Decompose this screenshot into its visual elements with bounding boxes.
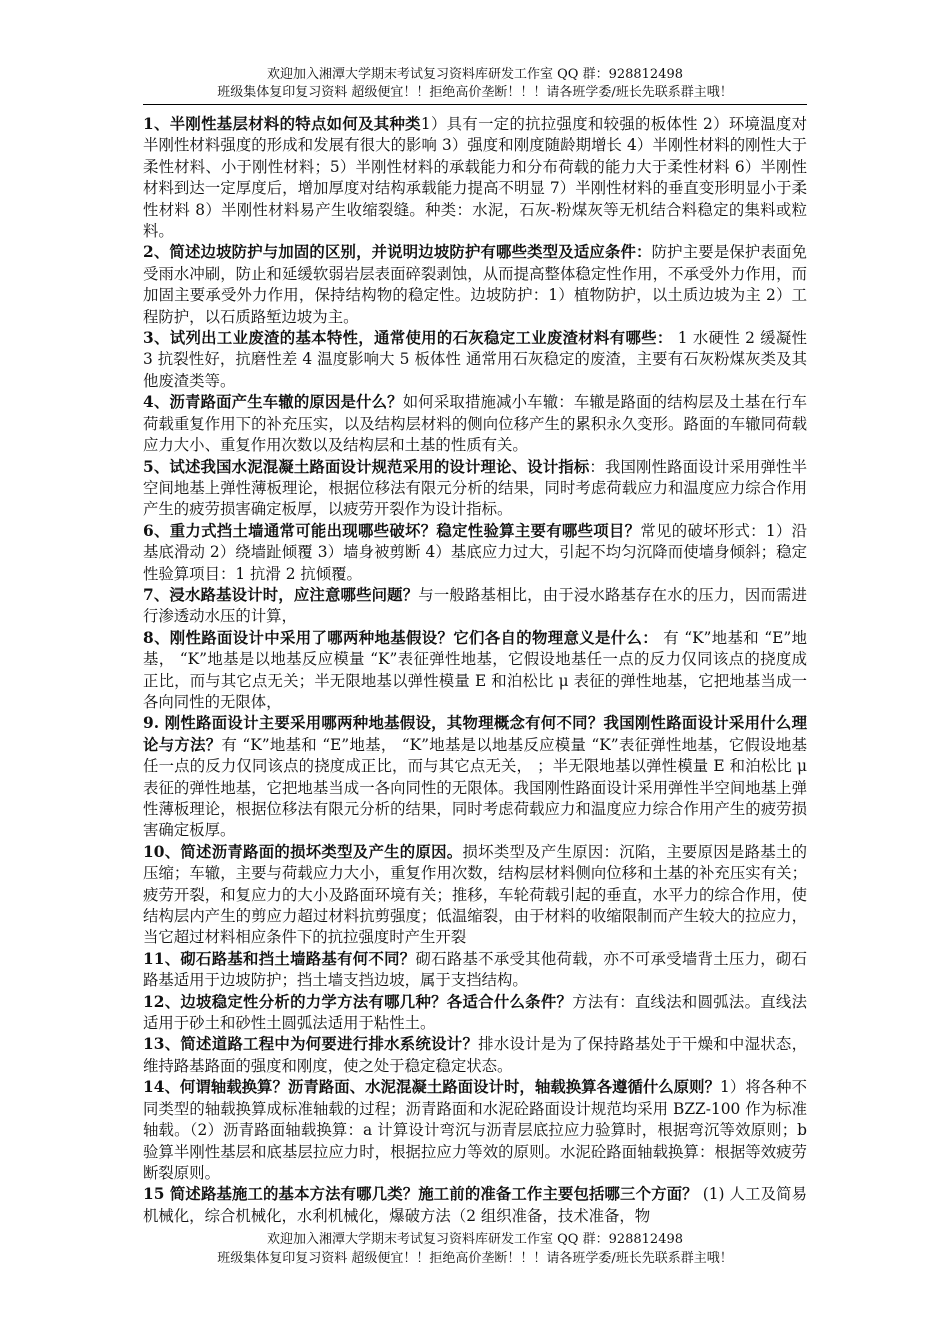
qa-item-7 xyxy=(143,585,807,628)
question: 15 简述路基施工的基本方法有哪几类？施工前的准备工作主要包括哪三个方面？ xyxy=(143,1185,698,1204)
header-line-1: 欢迎加入湘潭大学期末考试复习资料库研发工作室 QQ 群：928812498 xyxy=(266,67,684,82)
answer: 1 水硬性 2 缓凝性 3 抗裂性好，抗磨性差 4 温度影响大 5 板体性 通常用石灰稳定的废渣，主要有石灰粉煤灰类及其他废渣类等。 xyxy=(143,329,807,390)
question: 3、试列出工业废渣的基本特性，通常使用的石灰稳定工业废渣材料有哪些： xyxy=(143,329,673,348)
answer: 防护主要是保护表面免受雨水冲刷，防止和延缓软弱岩层表面碎裂剥蚀，从而提高整体稳定性作用，不承受外力作用，而加固主要承受外力作用，保持结构物的稳定性。边坡防护：1）植物防护，以土质边坡为主 2）工程防护，以石质路堑边坡为主。 xyxy=(143,243,807,326)
question: 9. 刚性路面设计主要采用哪两种地基假设，其物理概念有何不同？我国刚性路面设计采用什么理论与方法？ xyxy=(143,714,807,754)
question: 10、简述沥青路面的损坏类型及产生的原因。 xyxy=(143,842,463,861)
question: 11、砌石路基和挡土墙路基有何不同？ xyxy=(143,949,416,968)
answer: 与一般路基相比，由于浸水路基存在水的压力，因而需进行渗透动水压的计算， xyxy=(143,585,807,626)
qa-item-10 xyxy=(143,842,807,949)
answer: 1）将各种不同类型的轴载换算成标准轴载的过程；沥青路面和水泥砼路面设计规范均采用 BZZ-100 作为标准轴载。（2）沥青路面轴载换算：a 计算设计弯沉与沥青层底拉应力验算时，根据弯沉等效原则；b 验算半刚性基层和底基层拉应力时，根据拉应力等效的原则。水泥砼路面轴载换算：根据等效疲劳断裂原则。 xyxy=(143,1078,808,1182)
question: 14、何谓轴载换算？沥青路面、水泥混凝土路面设计时，轴载换算各遵循什么原则？ xyxy=(143,1078,721,1097)
qa-item-8 xyxy=(143,628,807,714)
answer: (1) 人工及简易机械化，综合机械化，水利机械化，爆破方法（2 组织准备，技术准备，物 xyxy=(143,1185,807,1225)
qa-item-12 xyxy=(143,992,807,1035)
qa-item-2 xyxy=(143,242,807,328)
qa-item-14 xyxy=(143,1077,807,1184)
qa-item-4 xyxy=(143,392,807,456)
answer: 损坏类型及产生原因：沉陷，主要原因是路基土的压缩；车辙，主要与荷载应力大小，重复作用次数，结构层材料侧向位移和土基的补充压实有关；疲劳开裂，和复应力的大小及路面环境有关；推移，车轮荷载引起的垂直，水平力的综合作用，使结构层内产生的剪应力超过材料抗剪强度；低温缩裂，由于材料的收缩限制而产生较大的拉应力，当它超过材料相应条件下的抗拉强度时产生开裂 xyxy=(143,842,807,947)
qa-item-6 xyxy=(143,521,807,585)
header-line-2: 班级集体复印复习资料 超级便宜！！拒绝高价垄断！！！请各班学委/班长先联系群主哦！ xyxy=(217,85,733,100)
page-footer xyxy=(143,1230,807,1268)
footer-line-2: 班级集体复印复习资料 超级便宜！！拒绝高价垄断！！！请各班学委/班长先联系群主哦！ xyxy=(217,1251,733,1266)
header-rule xyxy=(143,104,807,105)
answer: 有 “K”地基和 “E”地基， “K”地基是以地基反应模量 “K”表征弹性地基，它假设地基任一点的反力仅同该点的挠度成正比，而与其它点无关， ；半无限地基以弹性模量 E 和泊松比 μ 表征的弹性地基，它把地基当成一各向同性的无限体。我国刚性路面设计采用弹性半空间地基上弹性薄板理论，根据位移法有限元分析的结果，同时考虑荷载应力和温度应力综合作用产生的疲劳损害确定板厚。 xyxy=(143,735,807,840)
footer-line-1: 欢迎加入湘潭大学期末考试复习资料库研发工作室 QQ 群：928812498 xyxy=(266,1232,684,1247)
qa-item-5 xyxy=(143,457,807,521)
question: 13、简述道路工程中为何要进行排水系统设计？ xyxy=(143,1035,479,1054)
question: 8、刚性路面设计中采用了哪两种地基假设？它们各自的物理意义是什么： xyxy=(143,628,658,647)
page-header xyxy=(143,66,807,105)
qa-item-15 xyxy=(143,1184,807,1227)
qa-item-9 xyxy=(143,713,807,841)
answer: 方法有：直线法和圆弧法。直线法适用于砂土和砂性土圆弧法适用于粘性土。 xyxy=(143,992,807,1033)
question: 12、边坡稳定性分析的力学方法有哪几种？各适合什么条件？ xyxy=(143,992,573,1011)
qa-item-13 xyxy=(143,1034,807,1077)
question: 1、半刚性基层材料的特点如何及其种类 xyxy=(143,115,421,133)
qa-item-11 xyxy=(143,949,807,992)
question: 2、简述边坡防护与加固的区别，并说明边坡防护有哪些类型及适应条件： xyxy=(143,243,652,262)
qa-item-1 xyxy=(143,114,807,242)
answer: ：我国刚性路面设计采用弹性半空间地基上弹性薄板理论，根据位移法有限元分析的结果，同时考虑荷载应力和温度应力综合作用产生的疲劳损害确定板厚，以疲劳开裂作为设计指标。 xyxy=(143,457,807,519)
document-body xyxy=(143,114,807,1227)
qa-item-3 xyxy=(143,328,807,392)
question: 5、试述我国水泥混凝土路面设计规范采用的设计理论、设计指标 xyxy=(143,457,590,476)
question: 7、浸水路基设计时，应注意哪些问题？ xyxy=(143,585,419,604)
answer: 砌石路基不承受其他荷载，亦不可承受墙背土压力，砌石路基适用于边坡防护；挡土墙支挡边坡，属于支挡结构。 xyxy=(143,949,807,990)
answer: 常见的破坏形式：1）沿基底滑动 2）绕墙趾倾覆 3）墙身被剪断 4）基底应力过大，引起不均匀沉降而使墙身倾斜；稳定性验算项目：1 抗滑 2 抗倾覆。 xyxy=(143,521,807,583)
answer: 如何采取措施减小车辙：车辙是路面的结构层及土基在行车荷载重复作用下的补充压实，以及结构层材料的侧向位移产生的累积永久变形。路面的车辙同荷载应力大小、重复作用次数以及结构层和土基的性质有关。 xyxy=(143,393,807,455)
question: 6、重力式挡土墙通常可能出现哪些破坏？稳定性验算主要有哪些项目？ xyxy=(143,521,641,540)
question: 4、沥青路面产生车辙的原因是什么？ xyxy=(143,393,403,412)
answer: 排水设计是为了保持路基处于干燥和中湿状态，维持路基路面的强度和刚度，使之处于稳定稳定状态。 xyxy=(143,1035,807,1075)
answer: 有 “K”地基和 “E”地基， “K”地基是以地基反应模量 “K”表征弹性地基，它假设地基任一点的反力仅同该点的挠度成正比，而与其它点无关；半无限地基以弹性模量 E 和泊松比 μ 表征的弹性地基，它把地基当成一各向同性的无限体， xyxy=(143,628,807,711)
answer: 1）具有一定的抗拉强度和较强的板体性 2）环境温度对半刚性材料强度的形成和发展有很大的影响 3）强度和刚度随龄期增长 4）半刚性材料的刚性大于柔性材料、小于刚性材料；5）半刚性材料的承载能力和分布荷载的能力大于柔性材料 6）半刚性材料到达一定厚度后，增加厚度对结构承载能力提高不明显 7）半刚性材料的垂直变形明显小于柔性材料 8）半刚性材料易产生收缩裂缝。种类：水泥，石灰-粉煤灰等无机结合料稳定的集料或粒料。 xyxy=(143,115,807,241)
